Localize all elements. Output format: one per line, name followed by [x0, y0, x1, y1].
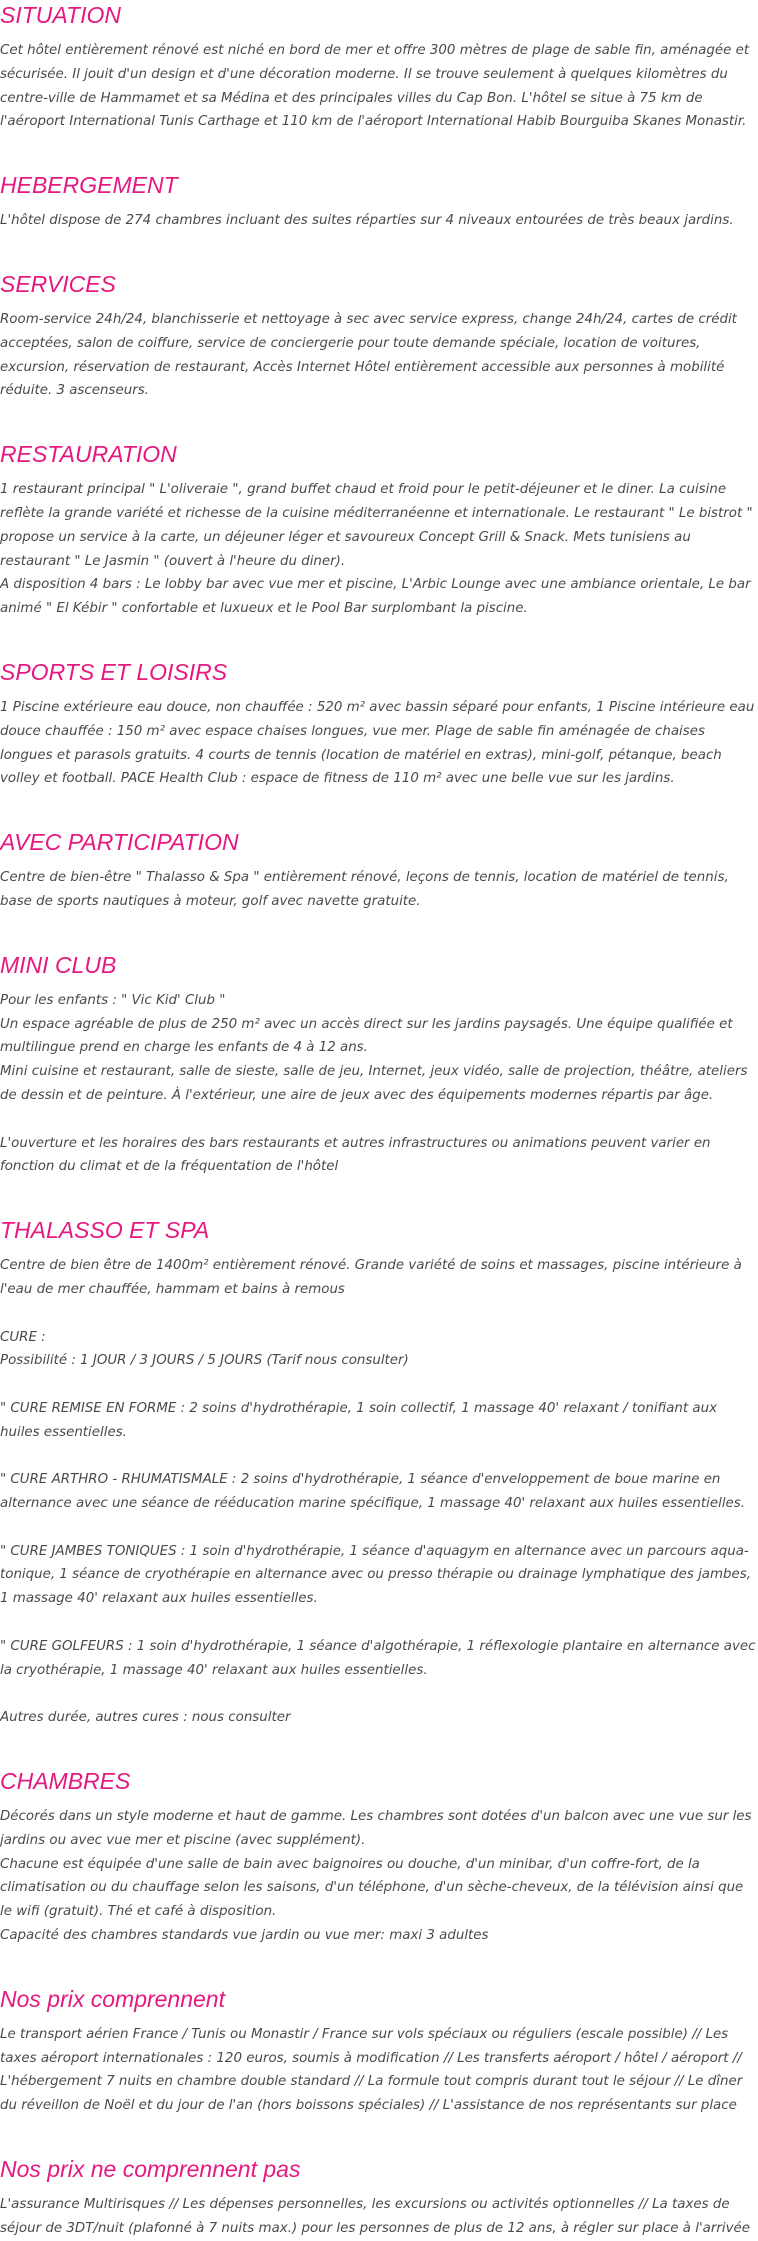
- paragraph: [0, 1611, 758, 1635]
- section-body: [0, 478, 758, 621]
- section-title: SITUATION: [0, 2, 121, 28]
- paragraph: [0, 1108, 758, 1132]
- paragraph: 1 Piscine extérieure eau douce, non chauffée : 520 m² avec bassin séparé pour enfants, 1 Piscine intérieure eau douce chauffée : 150 m² avec espace chaises longues, vue mer. Plage de sable fin aménagée de chaises longues et parasols gratuits. 4 courts de tennis (location de matériel en extras), mini-golf, pétanque, beach volley et football. PACE Health Club : espace de fitness de 110 m² avec une belle vue sur les jardins.: [0, 699, 755, 787]
- section-mini-club: [0, 950, 758, 1179]
- paragraph: L'hôtel dispose de 274 chambres incluant des suites réparties sur 4 niveaux entourées de très beaux jardins.: [0, 213, 734, 229]
- paragraph: 1 restaurant principal " L'oliveraie ", grand buffet chaud et froid pour le petit-déjeuner et le diner. La cuisine reflète la grande variété et richesse de la cuisine méditerranéenne et internationale. Le restaurant " Le bistrot " propose un service à la carte, un déjeuner léger et savoureux Concept Grill & Snack. Mets tunisiens au restaurant " Le Jasmin " (ouvert à l'heure du diner).: [0, 482, 753, 569]
- section-body: [0, 308, 758, 403]
- paragraph: L'assurance Multirisques // Les dépenses personnelles, les excursions ou activités optionnelles // La taxes de séjour de 3DT/nuit (plafonné à 7 nuits max.) pour les personnes de plus de 12 ans, à régler sur place à l'arrivée: [0, 2197, 750, 2236]
- paragraph: Possibilité : 1 JOUR / 3 JOURS / 5 JOURS (Tarif nous consulter): [0, 1353, 409, 1369]
- paragraph: " CURE ARTHRO - RHUMATISMALE : 2 soins d'hydrothérapie, 1 séance d'enveloppement de boue marine en alternance avec une séance de rééducation marine spécifique, 1 massage 40' relaxant aux huiles essentielles.: [0, 1472, 746, 1512]
- section-body: [0, 2023, 758, 2118]
- paragraph: Le transport aérien France / Tunis ou Monastir / France sur vols spéciaux ou réguliers (escale possible) // Les taxes aéroport internationales : 120 euros, soumis à modification // Les transferts aéroport / hôtel / aéroport // L'hébergement 7 nuits en chambre double standard // La formule tout compris durant tout le séjour // Le dîner du réveillon de Noël et du jour de l'an (hors boissons spéciales) // L'assistance de nos représentants sur place: [0, 2026, 743, 2114]
- paragraph: [0, 1516, 758, 1540]
- section-title: SERVICES: [0, 270, 116, 297]
- section-title: Nos prix ne comprennent pas: [0, 2156, 301, 2183]
- section-avec-participation: [0, 827, 758, 914]
- section-title: THALASSO ET SPA: [0, 1217, 210, 1244]
- section-spacer: [0, 1179, 758, 1215]
- section-body: [0, 866, 758, 914]
- section-sports-et-loisirs: [0, 657, 758, 791]
- paragraph: Centre de bien-être " Thalasso & Spa " entièrement rénové, leçons de tennis, location de matériel de tennis, base de sports nautiques à moteur, golf avec navette gratuite.: [0, 870, 729, 909]
- section-title: MINI CLUB: [0, 951, 117, 978]
- section-body: [0, 1805, 758, 1948]
- section-situation: [0, 0, 758, 134]
- paragraph: [0, 1682, 758, 1706]
- paragraph: CURE :: [0, 1329, 46, 1345]
- section-title: HEBERGEMENT: [0, 172, 178, 199]
- section-chambres: [0, 1766, 758, 1948]
- paragraph: [0, 1302, 758, 1326]
- paragraph: [0, 1444, 758, 1468]
- section-body: [0, 696, 758, 791]
- paragraph: " CURE JAMBES TONIQUES : 1 soin d'hydrothérapie, 1 séance d'aquagym en alternance avec un parcours aqua-tonique, 1 séance de cryothérapie en alternance avec ou presso thérapie ou drainage lymphatique des jambes, 1 massage 40' relaxant aux huiles essentielles.: [0, 1543, 752, 1607]
- paragraph: Autres durée, autres cures : nous consulter: [0, 1710, 291, 1726]
- paragraph: Pour les enfants : " Vic Kid' Club ": [0, 992, 226, 1008]
- section-title: Nos prix comprennent: [0, 1985, 225, 2012]
- section-body: [0, 989, 758, 1179]
- section-body: [0, 209, 758, 233]
- paragraph: Centre de bien être de 1400m² entièrement rénové. Grande variété de soins et massages, piscine intérieure à l'eau de mer chauffée, hammam et bains à remous: [0, 1258, 742, 1297]
- section-title: AVEC PARTICIPATION: [0, 829, 239, 856]
- paragraph: [0, 1373, 758, 1397]
- paragraph: L'ouverture et les horaires des bars restaurants et autres infrastructures ou animations peuvent varier en fonction du climat et de la fréquentation de l'hôtel: [0, 1135, 711, 1175]
- section-spacer: [0, 621, 758, 657]
- section-thalasso-et-spa: [0, 1215, 758, 1730]
- section-spacer: [0, 2118, 758, 2154]
- section-body: [0, 1254, 758, 1730]
- section-title: SPORTS ET LOISIRS: [0, 658, 228, 685]
- section-spacer: [0, 1948, 758, 1984]
- paragraph: Décorés dans un style moderne et haut de gamme. Les chambres sont dotées d'un balcon avec une vue sur les jardins ou avec vue mer et piscine (avec supplément).: [0, 1809, 752, 1848]
- section-nos-prix-comprennent: [0, 1984, 758, 2118]
- paragraph: Capacité des chambres standards vue jardin ou vue mer: maxi 3 adultes: [0, 1928, 489, 1944]
- section-title: RESTAURATION: [0, 441, 177, 468]
- section-title: CHAMBRES: [0, 1768, 131, 1795]
- paragraph: " CURE REMISE EN FORME : 2 soins d'hydrothérapie, 1 soin collectif, 1 massage 40' relaxant / tonifiant aux huiles essentielles.: [0, 1400, 718, 1440]
- paragraph: Room-service 24h/24, blanchisserie et nettoyage à sec avec service express, change 24h/24, cartes de crédit acceptées, salon de coiffure, service de conciergerie pour toute demande spéciale, location de voitures, excursion, réservation de restaurant, Accès Internet Hôtel entièrement accessible aux personnes à mobilité réduite. 3 ascenseurs.: [0, 311, 737, 399]
- section-spacer: [0, 233, 758, 269]
- section-nos-prix-ne-comprennent-pas: [0, 2154, 758, 2241]
- section-spacer: [0, 134, 758, 170]
- paragraph: Mini cuisine et restaurant, salle de sieste, salle de jeu, Internet, jeux vidéo, salle de projection, théâtre, ateliers de dessin et de peinture. À l'extérieur, une aire de jeux avec des équipements modernes répartis par âge.: [0, 1064, 748, 1103]
- section-body: [0, 39, 758, 134]
- section-body: [0, 2193, 758, 2241]
- paragraph: A disposition 4 bars : Le lobby bar avec vue mer et piscine, L'Arbic Lounge avec une ambiance orientale, Le bar animé " El Kébir " confortable et luxueux et le Pool Bar surplombant la piscine.: [0, 577, 751, 617]
- section-services: [0, 269, 758, 403]
- section-spacer: [0, 914, 758, 950]
- paragraph: Chacune est équipée d'une salle de bain avec baignoires ou douche, d'un minibar, d'un coffre-fort, de la climatisation ou du chauffage selon les saisons, d'un téléphone, d'un sèche-cheveux, de la télévision ainsi que le wifi (gratuit). Thé et café à disposition.: [0, 1856, 744, 1920]
- section-spacer: [0, 791, 758, 827]
- paragraph: Un espace agréable de plus de 250 m² avec un accès direct sur les jardins paysagés. Une équipe qualifiée et multilingue prend en charge les enfants de 4 à 12 ans.: [0, 1016, 733, 1056]
- section-spacer: [0, 1730, 758, 1766]
- section-spacer: [0, 403, 758, 439]
- section-restauration: [0, 439, 758, 621]
- section-hebergement: [0, 170, 758, 233]
- paragraph: Cet hôtel entièrement rénové est niché en bord de mer et offre 300 mètres de plage de sable fin, aménagée et sécurisée. Il jouit d'un design et d'une décoration moderne. Il se trouve seulement à quelques kilomètres du centre-ville de Hammamet et sa Médina et des principales villes du Cap Bon. L'hôtel se situe à 75 km de l'aéroport International Tunis Carthage et 110 km de l'aéroport International Habib Bourguiba Skanes Monastir.: [0, 43, 750, 130]
- paragraph: " CURE GOLFEURS : 1 soin d'hydrothérapie, 1 séance d'algothérapie, 1 réflexologie plantaire en alternance avec la cryothérapie, 1 massage 40' relaxant aux huiles essentielles.: [0, 1638, 756, 1678]
